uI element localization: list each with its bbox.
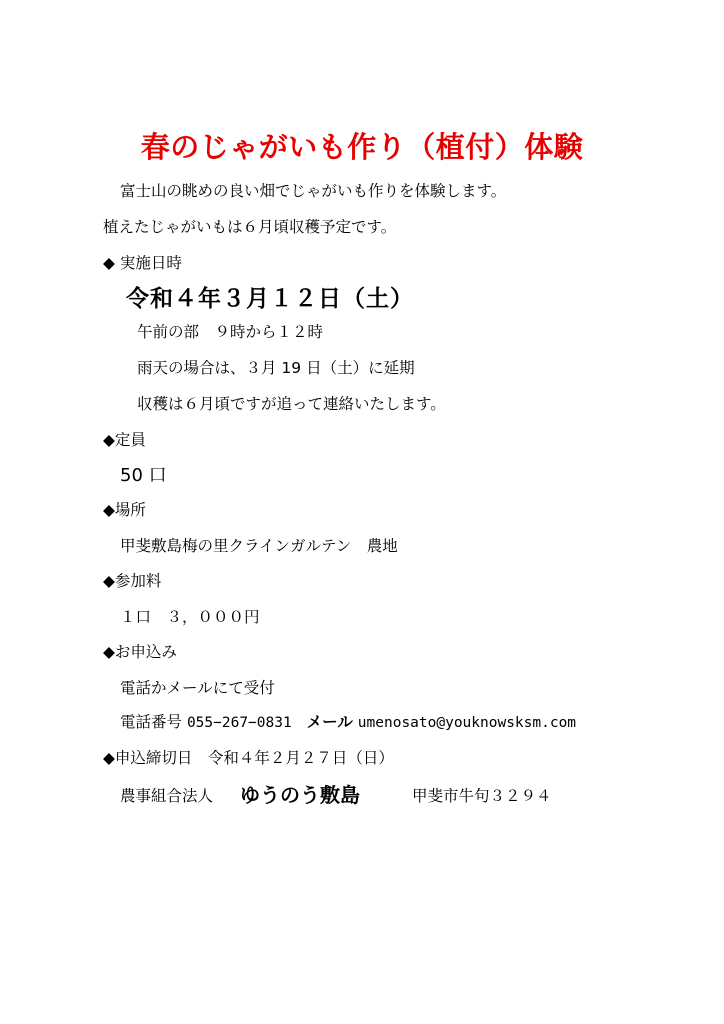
organizer-type: 農事組合法人	[120, 787, 214, 805]
deadline: ◆申込締切日 令和４年２月２７日（日）	[103, 749, 394, 767]
flyer-title: 春のじゃがいも作り（植付）体験	[140, 130, 584, 164]
event-date: 令和４年３月１２日（土）	[126, 286, 414, 312]
email-address[interactable]: umenosato@youknowsksm.com	[357, 715, 577, 731]
apply-heading: ◆お申込み	[103, 643, 177, 661]
organizer-name: ゆうのう敷島	[240, 783, 360, 807]
phone-label: 電話番号	[120, 713, 183, 731]
intro-line-1: 富士山の眺めの良い畑でじゃがいも作りを体験します。	[120, 182, 507, 200]
email-label: メール	[306, 713, 353, 731]
place-value: 甲斐敷島梅の里クラインガルテン 農地	[120, 537, 398, 555]
contact-line	[120, 715, 576, 731]
event-time: 午前の部 ９時から１２時	[137, 323, 324, 341]
rain-date-note: 雨天の場合は、３月 19 日（土）に延期	[137, 359, 415, 377]
capacity-heading: ◆定員	[103, 431, 146, 449]
intro-line-2: 植えたじゃがいもは６月頃収穫予定です。	[103, 218, 397, 236]
phone-number[interactable]: 055−267−0831	[186, 715, 292, 731]
schedule-heading: ◆ 実施日時	[103, 254, 182, 272]
place-heading: ◆場所	[103, 501, 146, 519]
organizer-address: 甲斐市牛句３２９４	[412, 787, 552, 805]
fee-value: １口 ３，０００円	[120, 608, 260, 626]
capacity-value: 50 口	[120, 465, 167, 486]
harvest-note: 収穫は６月頃ですが追って連絡いたします。	[137, 395, 446, 413]
fee-heading: ◆参加料	[103, 572, 162, 590]
apply-method: 電話かメールにて受付	[120, 679, 275, 697]
